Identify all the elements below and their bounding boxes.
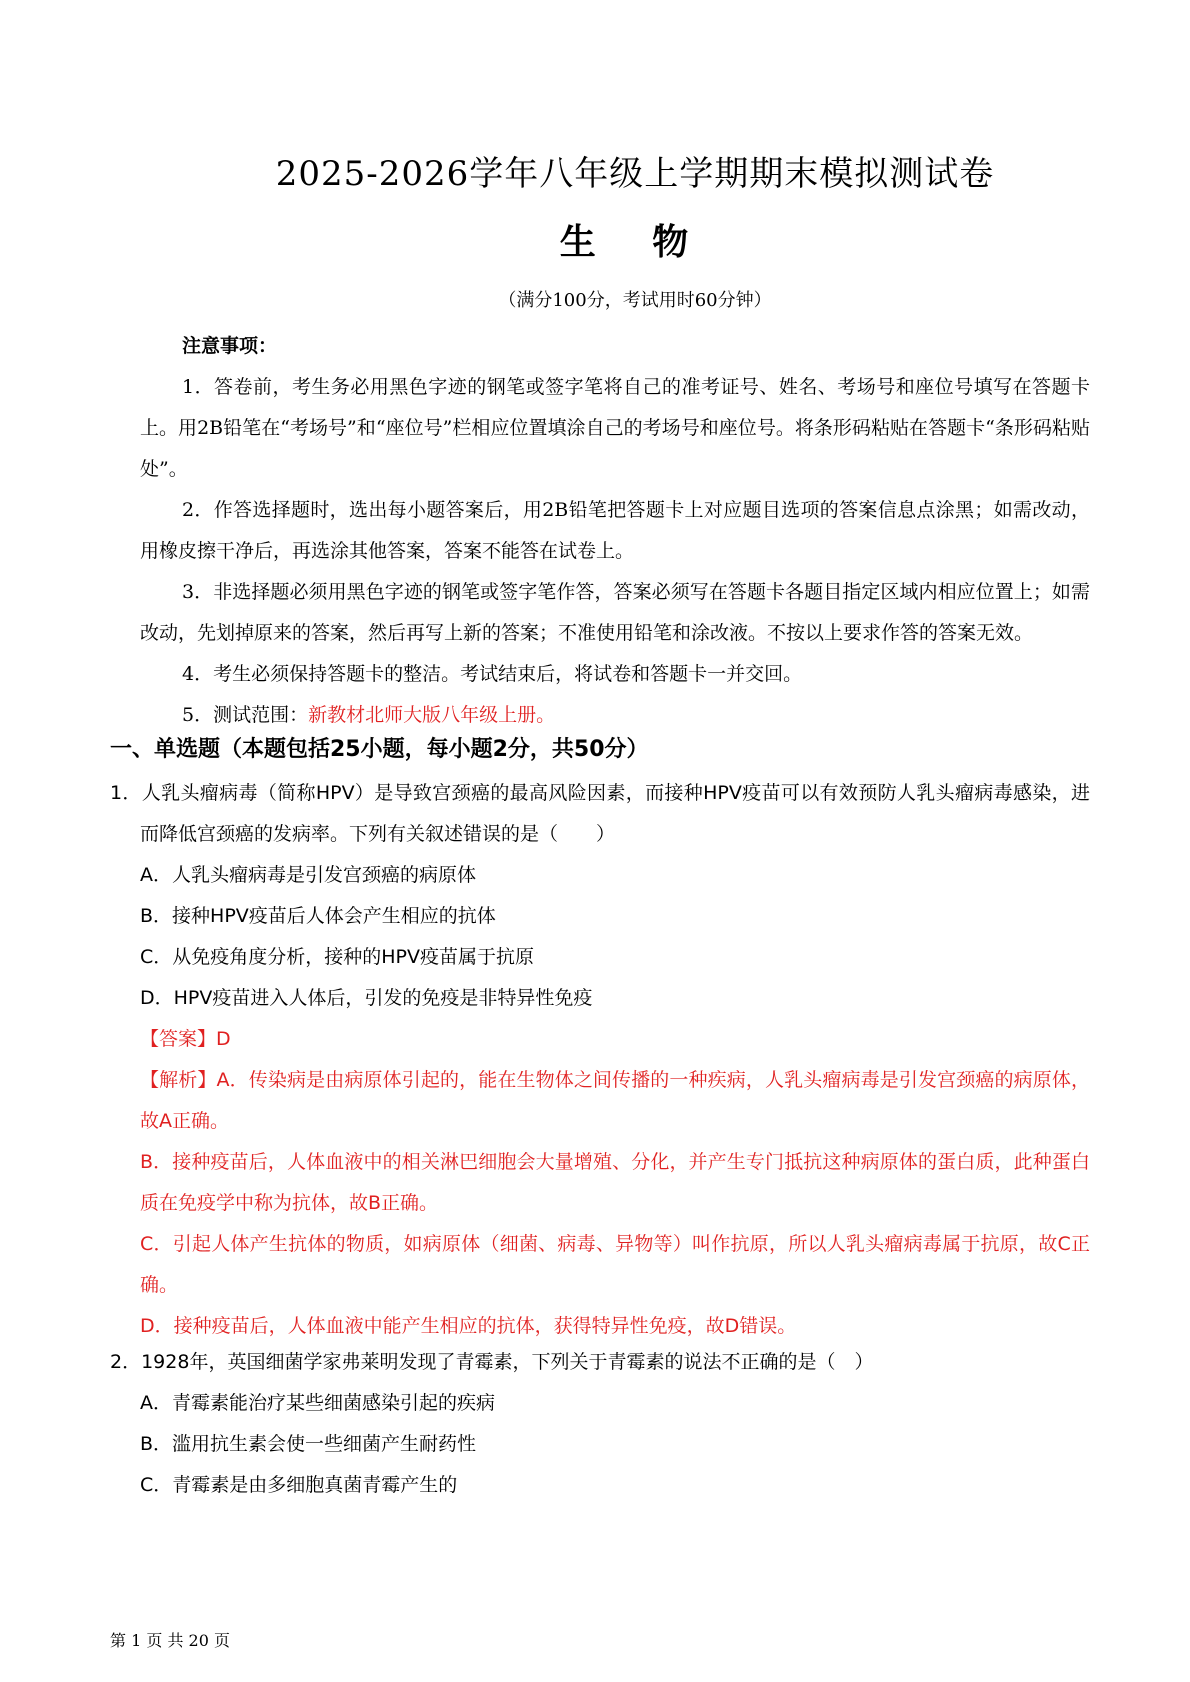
subject-title: 生 物: [559, 221, 711, 263]
note-item: 4．考生必须保持答题卡的整洁。考试结束后，将试卷和答题卡一并交回。: [182, 663, 803, 685]
exam-title: 2025-2026学年八年级上学期期末模拟测试卷: [275, 154, 995, 194]
analysis-d: D．接种疫苗后，人体血液中能产生相应的抗体，获得特异性免疫，故D错误。: [140, 1315, 797, 1337]
option-b: B．滥用抗生素会使一些细菌产生耐药性: [140, 1433, 477, 1455]
question-stem: 1．人乳头瘤病毒（简称HPV）是导致宫颈癌的最高风险因素，而接种HPV疫苗可以有效预防人乳头瘤病毒感染，进而降低宫颈癌的发病率。下列有关叙述错误的是（ ）: [110, 782, 1090, 845]
notes-heading: 注意事项：: [182, 335, 278, 357]
notes-block: [140, 326, 1090, 736]
note-item-scope: [140, 695, 1090, 736]
note-item: 2．作答选择题时，选出每小题答案后，用2B铅笔把答题卡上对应题目选项的答案信息点涂黑；如需改动，用橡皮擦干净后，再选涂其他答案，答案不能答在试卷上。: [140, 499, 1090, 562]
question-stem: 2．1928年，英国细菌学家弗莱明发现了青霉素，下列关于青霉素的说法不正确的是（ ）: [110, 1351, 874, 1373]
option-a: A．人乳头瘤病毒是引发宫颈癌的病原体: [140, 864, 476, 886]
option-a: A．青霉素能治疗某些细菌感染引起的疾病: [140, 1392, 495, 1414]
exam-meta: （满分100分，考试用时60分钟）: [498, 290, 772, 311]
scope-value: 新教材北师大版八年级上册。: [308, 704, 556, 726]
analysis-a: [110, 1060, 1090, 1142]
analysis-text: A．传染病是由病原体引起的，能在生物体之间传播的一种疾病，人乳头瘤病毒是引发宫颈癌的病原体，故A正确。: [140, 1069, 1090, 1132]
analysis-b: B．接种疫苗后，人体血液中的相关淋巴细胞会大量增殖、分化，并产生专门抵抗这种病原体的蛋白质，此种蛋白质在免疫学中称为抗体，故B正确。: [140, 1151, 1090, 1214]
section-heading: 一、单选题（本题包括25小题，每小题2分，共50分）: [110, 737, 649, 762]
note-item: 3．非选择题必须用黑色字迹的钢笔或签字笔作答，答案必须写在答题卡各题目指定区域内相应位置上；如需改动，先划掉原来的答案，然后再写上新的答案；不准使用铅笔和涂改液。不按以上要求作答的答案无效。: [140, 581, 1090, 644]
analysis-c: C．引起人体产生抗体的物质，如病原体（细菌、病毒、异物等）叫作抗原，所以人乳头瘤病毒属于抗原，故C正确。: [140, 1233, 1090, 1296]
note-item: 1．答卷前，考生务必用黑色字迹的钢笔或签字笔将自己的准考证号、姓名、考场号和座位号填写在答题卡上。用2B铅笔在“考场号”和“座位号”栏相应位置填涂自己的考场号和座位号。将条形码粘贴在答题卡“条形码粘贴处”。: [140, 376, 1090, 480]
option-d: D．HPV疫苗进入人体后，引发的免疫是非特异性免疫: [140, 987, 593, 1009]
question-1: [110, 773, 1090, 1347]
option-b: B．接种HPV疫苗后人体会产生相应的抗体: [140, 905, 496, 927]
option-c: C．从免疫角度分析，接种的HPV疫苗属于抗原: [140, 946, 535, 968]
analysis-label: 【解析】: [140, 1069, 217, 1091]
answer: 【答案】D: [140, 1028, 231, 1050]
question-2: [110, 1342, 1090, 1506]
option-c: C．青霉素是由多细胞真菌青霉产生的: [140, 1474, 458, 1496]
page-footer: 第 1 页 共 20 页: [110, 1631, 230, 1650]
scope-prefix: 5．测试范围：: [182, 704, 309, 726]
